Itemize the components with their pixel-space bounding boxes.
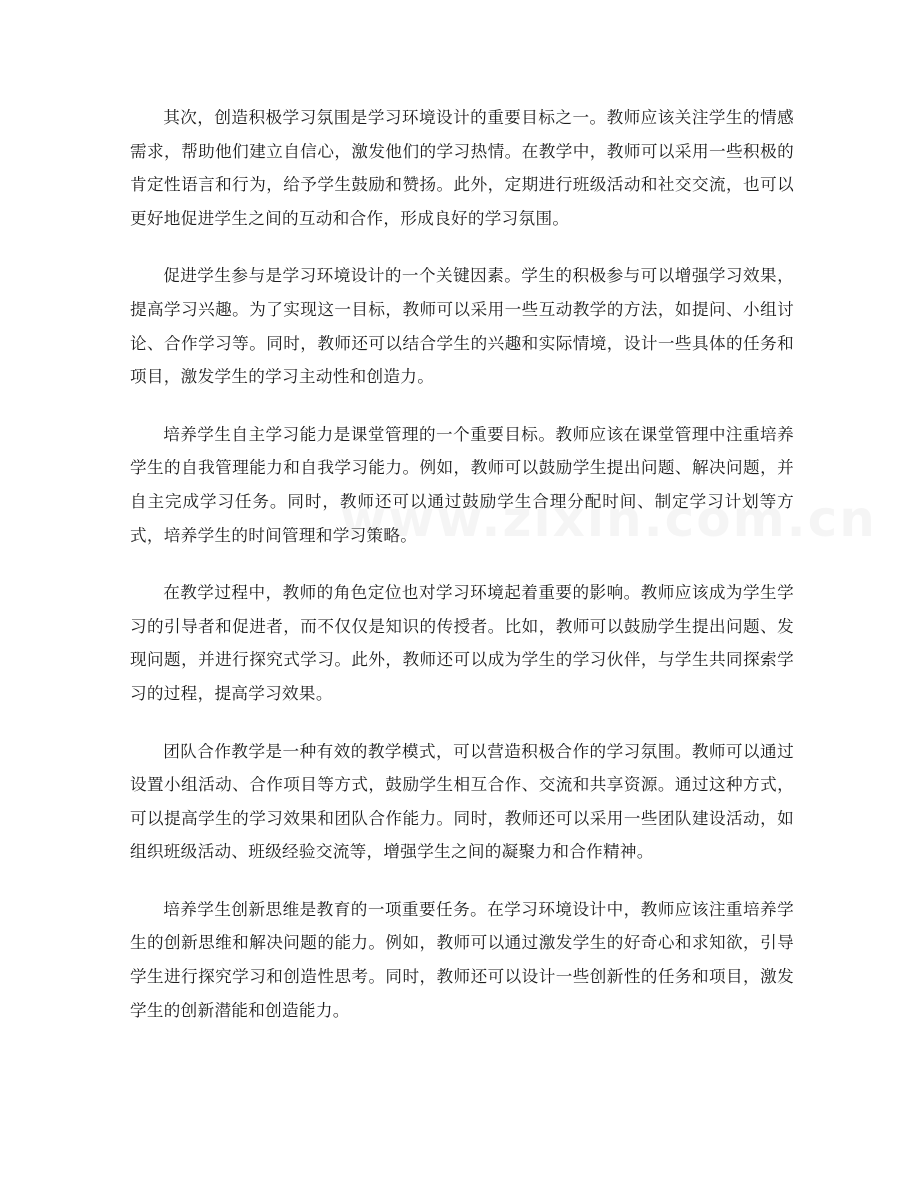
paragraph-6: 培养学生创新思维是教育的一项重要任务。在学习环境设计中，教师应该注重培养学生的创新思维和解决问题的能力。例如，教师可以通过激发学生的好奇心和求知欲，引导学生进行探究学习和创造性思考。同时，教师还可以设计一些创新性的任务和项目，激发学生的创新潜能和创造能力。: [130, 899, 794, 1020]
paragraph-5: 团队合作教学是一种有效的教学模式，可以营造积极合作的学习氛围。教师可以通过设置小组活动、合作项目等方式，鼓励学生相互合作、交流和共享资源。通过这种方式，可以提高学生的学习效果和团队合作能力。同时，教师还可以采用一些团队建设活动，如组织班级活动、班级经验交流等，增强学生之间的凝聚力和合作精神。: [130, 741, 794, 862]
document-body: [130, 101, 794, 1051]
paragraph-2: 促进学生参与是学习环境设计的一个关键因素。学生的积极参与可以增强学习效果，提高学习兴趣。为了实现这一目标，教师可以采用一些互动教学的方法，如提问、小组讨论、合作学习等。同时，教师还可以结合学生的兴趣和实际情境，设计一些具体的任务和项目，激发学生的学习主动性和创造力。: [130, 266, 794, 387]
paragraph-1: 其次，创造积极学习氛围是学习环境设计的重要目标之一。教师应该关注学生的情感需求，帮助他们建立自信心，激发他们的学习热情。在教学中，教师可以采用一些积极的肯定性语言和行为，给予学生鼓励和赞扬。此外，定期进行班级活动和社交交流，也可以更好地促进学生之间的互动和合作，形成良好的学习氛围。: [130, 108, 794, 228]
paragraph-3: 培养学生自主学习能力是课堂管理的一个重要目标。教师应该在课堂管理中注重培养学生的自我管理能力和自我学习能力。例如，教师可以鼓励学生提出问题、解决问题，并自主完成学习任务。同时，教师还可以通过鼓励学生合理分配时间、制定学习计划等方式，培养学生的时间管理和学习策略。: [130, 424, 794, 545]
paragraph-4: 在教学过程中，教师的角色定位也对学习环境起着重要的影响。教师应该成为学生学习的引导者和促进者，而不仅仅是知识的传授者。比如，教师可以鼓励学生提出问题、发现问题，并进行探究式学习。此外，教师还可以成为学生的学习伙伴，与学生共同探索学习的过程，提高学习效果。: [130, 583, 794, 703]
